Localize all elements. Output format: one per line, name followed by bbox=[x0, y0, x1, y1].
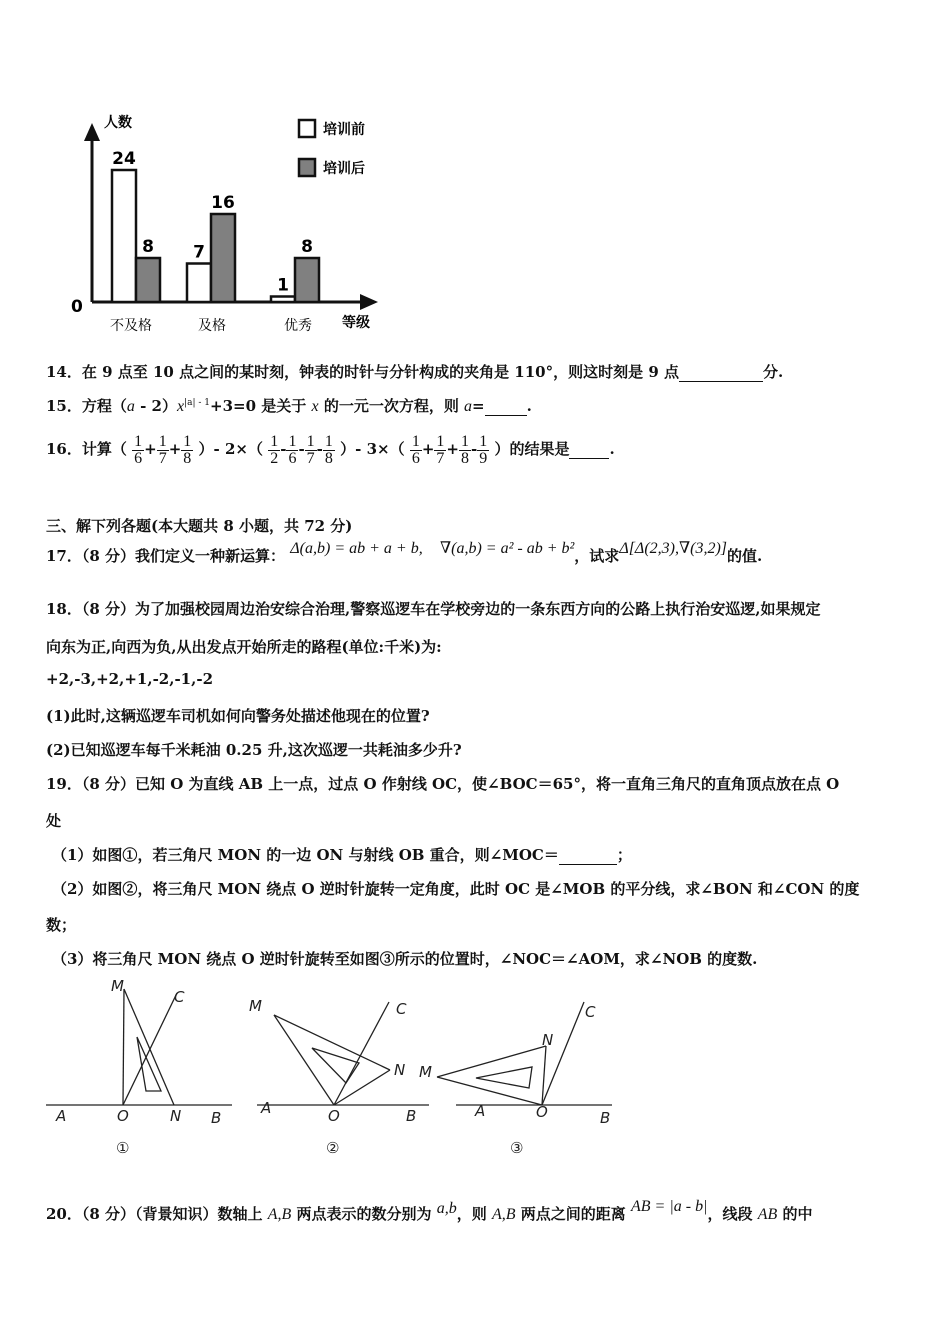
q14-text: 14．在 9 点至 10 点之间的某时刻，钟表的时针与分针构成的夹角是 110°，则这时刻是 9 点 bbox=[46, 363, 679, 381]
op: - bbox=[316, 440, 323, 458]
q20-math: a,b bbox=[436, 1200, 457, 1217]
q15-end: . bbox=[526, 397, 532, 415]
q20-part: 20．（8 分）（背景知识）数轴上 bbox=[46, 1205, 268, 1223]
fraction: $\frac{1}{7}$ bbox=[436, 432, 445, 467]
q16-answer-blank[interactable] bbox=[569, 440, 609, 459]
q19-line-1: 19．（8 分）已知 O 为直线 AB 上一点，过点 O 作射线 OC，使∠BOC＝65°，将一直角三角尺的直角顶点放在点 O bbox=[46, 775, 840, 793]
fig3-label-M: M bbox=[419, 1063, 432, 1081]
fig3-caption: ③ bbox=[510, 1139, 524, 1157]
origin-label: 0 bbox=[71, 297, 83, 317]
q19-part1-end: ； bbox=[616, 846, 632, 864]
q14-tail: 分. bbox=[763, 363, 784, 381]
fig2-label-O: O bbox=[328, 1107, 340, 1125]
fraction: $\frac{1}{8}$ bbox=[183, 432, 192, 467]
q15-part: - 2） bbox=[134, 397, 177, 415]
q16-mid1: ）- 2×（ bbox=[198, 440, 263, 458]
x-axis-label: 等级 bbox=[342, 315, 370, 331]
fraction: $\frac{1}{6}$ bbox=[288, 432, 297, 467]
bar-before-1 bbox=[187, 264, 211, 303]
fig2-label-B: B bbox=[406, 1107, 417, 1125]
q15-var-a2: a bbox=[464, 398, 473, 415]
legend-swatch-before bbox=[299, 120, 315, 137]
bar-chart bbox=[60, 105, 400, 340]
bars-group bbox=[112, 149, 319, 302]
q17-suffix: 的值. bbox=[727, 547, 763, 565]
fig3-label-A: A bbox=[475, 1102, 486, 1120]
q18-line-2: 向东为正,向西为负,从出发点开始所走的路程(单位:千米)为: bbox=[46, 638, 442, 656]
op: + bbox=[168, 440, 182, 458]
legend-swatch-after bbox=[299, 159, 315, 176]
q20-part: 两点之间的距离 bbox=[515, 1205, 631, 1223]
bar-value-label: 1 bbox=[277, 275, 289, 296]
fig1-label-N: N bbox=[170, 1107, 182, 1125]
fraction: $\frac{1}{7}$ bbox=[306, 432, 315, 467]
question-15 bbox=[46, 395, 532, 416]
fig1-label-A: A bbox=[56, 1107, 67, 1125]
bar-value-label: 8 bbox=[301, 237, 313, 257]
fraction: $\frac{1}{2}$ bbox=[270, 432, 279, 467]
fig2-label-N: N bbox=[394, 1061, 406, 1079]
q16-end: . bbox=[609, 440, 615, 458]
fig1-label-C: C bbox=[174, 988, 185, 1006]
q17-prefix: 17．（8 分）我们定义一种新运算： bbox=[46, 547, 286, 565]
q17-formula-delta: Δ(a,b) = ab + a + b, bbox=[290, 540, 423, 557]
q20-math: AB bbox=[757, 1206, 778, 1223]
fraction: $\frac{1}{8}$ bbox=[461, 432, 469, 467]
bar-after-0 bbox=[136, 258, 160, 302]
q19-answer-blank[interactable] bbox=[559, 846, 617, 865]
q15-var-a: a bbox=[126, 398, 135, 415]
figure-1 bbox=[46, 989, 232, 1105]
q20-math: A,B bbox=[267, 1206, 292, 1223]
q20-part: ，线段 bbox=[707, 1205, 758, 1223]
fraction: $\frac{1}{9}$ bbox=[479, 432, 488, 467]
x-axis-arrow bbox=[360, 294, 378, 310]
q19-line-2: 处 bbox=[46, 812, 62, 830]
bar-value-label: 24 bbox=[112, 149, 136, 169]
q14-answer-blank[interactable] bbox=[679, 363, 763, 382]
legend-label-after: 培训后 bbox=[323, 161, 365, 177]
q15-var-x2: x bbox=[311, 398, 319, 415]
bar-after-2 bbox=[295, 258, 319, 302]
q20-part: ，则 bbox=[456, 1205, 492, 1223]
category-label-1: 及格 bbox=[198, 318, 226, 334]
q20-part: 两点表示的数分别为 bbox=[291, 1205, 437, 1223]
y-axis-label: 人数 bbox=[104, 115, 132, 131]
q19-part1-text: （1）如图①，若三角尺 MON 的一边 ON 与射线 OB 重合，则∠MOC＝ bbox=[52, 846, 559, 864]
q15-var-x: x bbox=[176, 398, 185, 415]
q15-part: +3=0 是关于 bbox=[210, 397, 312, 415]
op: - bbox=[280, 440, 287, 458]
question-14 bbox=[46, 361, 783, 382]
bar-value-label: 8 bbox=[142, 237, 154, 257]
q20-math: A,B bbox=[492, 1206, 516, 1223]
q16-prefix: 16．计算（ bbox=[46, 440, 127, 458]
fig1-label-O: O bbox=[117, 1107, 129, 1125]
bar-before-0 bbox=[112, 170, 136, 302]
fraction: $\frac{1}{6}$ bbox=[134, 432, 143, 467]
category-label-2: 优秀 bbox=[284, 318, 312, 334]
q18-line-1: 18．（8 分）为了加强校园周边治安综合治理,警察巡逻车在学校旁边的一条东西方向的公路上执行治安巡逻,如果规定 bbox=[46, 600, 821, 618]
legend-label-before: 培训前 bbox=[323, 122, 365, 138]
fig3-label-B: B bbox=[600, 1109, 611, 1127]
q19-line-3 bbox=[52, 844, 632, 865]
fig2-label-C: C bbox=[396, 1000, 407, 1018]
section-3-heading: 三、解下列各题(本大题共 8 小题，共 72 分) bbox=[46, 517, 353, 535]
fraction: $\frac{1}{6}$ bbox=[411, 432, 420, 467]
question-16 bbox=[46, 432, 615, 467]
q16-suffix: ）的结果是 bbox=[494, 440, 570, 458]
q16-mid2: ）- 3×（ bbox=[340, 440, 405, 458]
q19-line-6: （3）将三角尺 MON 绕点 O 逆时针旋转至如图③所示的位置时，∠NOC＝∠AOM，求∠NOB 的度数. bbox=[52, 950, 758, 968]
fig2-label-A: A bbox=[261, 1099, 272, 1117]
fraction: $\frac{1}{8}$ bbox=[324, 432, 333, 467]
q15-exponent: |a| - 1 bbox=[184, 398, 211, 408]
op: + bbox=[446, 440, 459, 458]
op: + bbox=[144, 440, 157, 458]
q17-formula-target: Δ[Δ(2,3),∇(3,2)] bbox=[619, 540, 728, 557]
q15-part: 15．方程（ bbox=[46, 397, 127, 415]
q18-line-4: (1)此时,这辆巡逻车司机如何向警务处描述他现在的位置? bbox=[46, 707, 430, 725]
q17-mid: ，试求 bbox=[574, 547, 620, 565]
question-20 bbox=[46, 1198, 813, 1224]
question-17 bbox=[46, 540, 763, 566]
q15-answer-blank[interactable] bbox=[485, 397, 527, 416]
fig3-label-O: O bbox=[536, 1103, 548, 1121]
fig1-caption: ① bbox=[116, 1139, 130, 1157]
category-label-0: 不及格 bbox=[110, 318, 152, 334]
bar-value-label: 16 bbox=[211, 193, 235, 213]
q20-part: 的中 bbox=[777, 1205, 813, 1223]
op: - bbox=[471, 440, 478, 458]
q18-line-5: (2)已知巡逻车每千米耗油 0.25 升,这次巡逻一共耗油多少升? bbox=[46, 741, 462, 759]
y-axis-arrow bbox=[84, 123, 100, 141]
bar-value-label: 7 bbox=[193, 242, 205, 263]
op: - bbox=[298, 440, 305, 458]
fig3-label-C: C bbox=[585, 1003, 596, 1021]
q15-equals: = bbox=[472, 397, 485, 415]
op: + bbox=[421, 440, 435, 458]
fraction: $\frac{1}{7}$ bbox=[158, 432, 167, 467]
fig3-label-N: N bbox=[542, 1031, 554, 1049]
fig2-label-M: M bbox=[249, 997, 262, 1015]
bar-before-2 bbox=[271, 297, 295, 303]
q18-line-3: +2,-3,+2,+1,-2,-1,-2 bbox=[46, 670, 213, 688]
q15-part: 的一元一次方程，则 bbox=[318, 397, 465, 415]
q19-figures bbox=[44, 975, 616, 1165]
fig1-label-M: M bbox=[111, 977, 124, 995]
q19-line-4: （2）如图②，将三角尺 MON 绕点 O 逆时针旋转一定角度，此时 OC 是∠MOB 的平分线，求∠BON 和∠CON 的度 bbox=[52, 880, 860, 898]
q17-formula-nabla: ∇(a,b) = a² - ab + b² bbox=[439, 540, 575, 557]
bar-after-1 bbox=[211, 214, 235, 302]
q20-math-distance: AB = |a - b| bbox=[631, 1198, 708, 1215]
q19-line-5: 数； bbox=[46, 916, 77, 934]
fig2-caption: ② bbox=[326, 1139, 340, 1157]
fig1-label-B: B bbox=[211, 1109, 222, 1127]
